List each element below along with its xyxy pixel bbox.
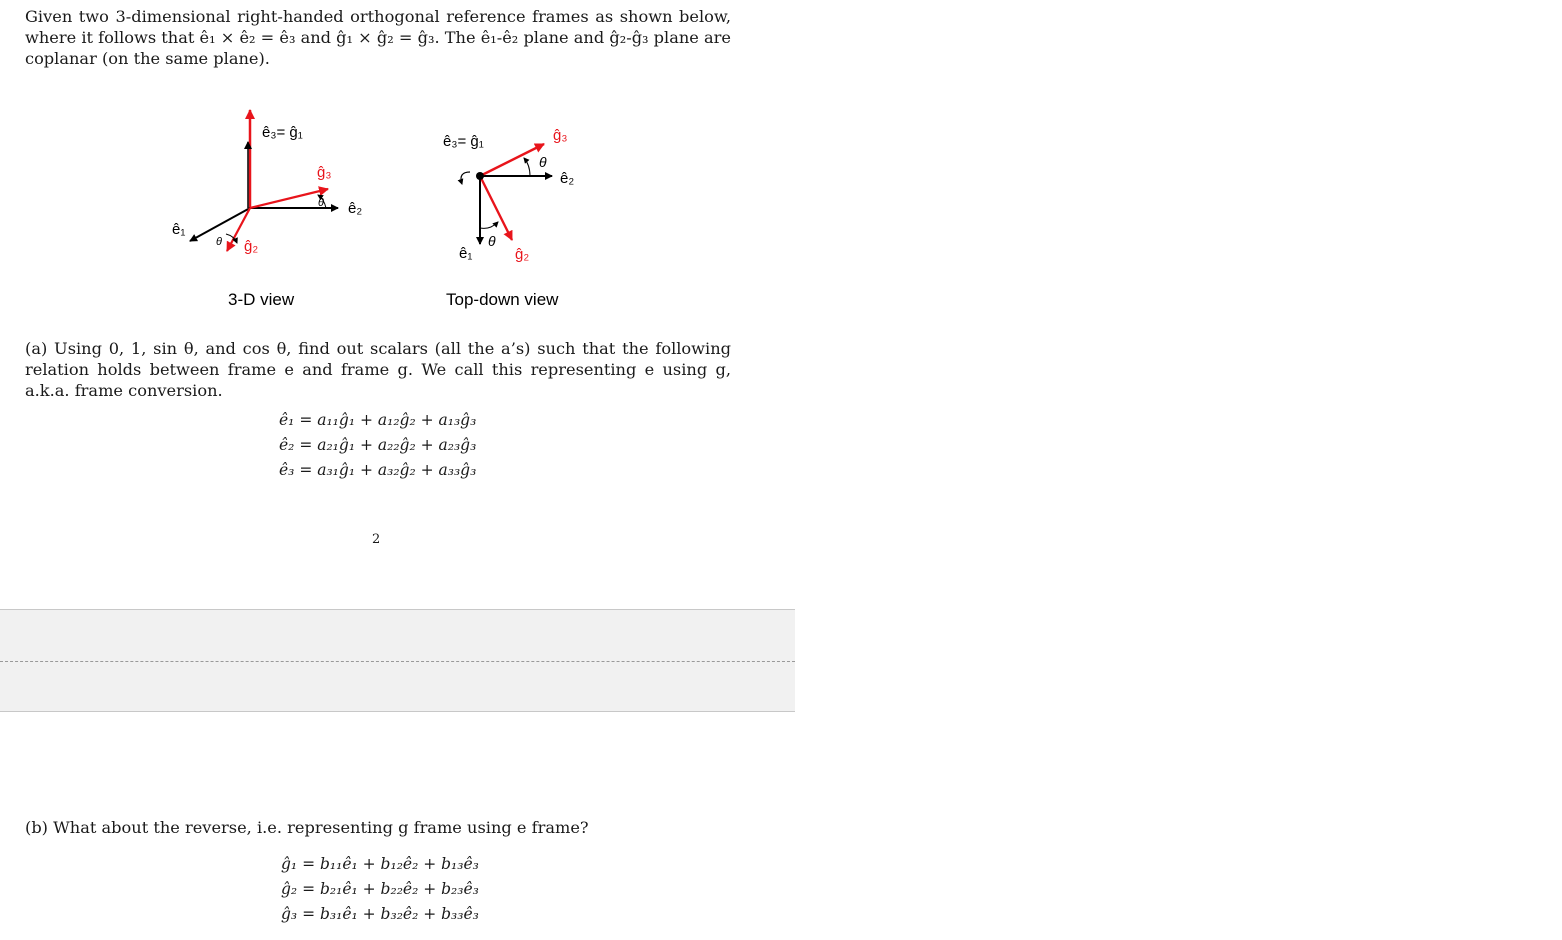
caption-top-down-view: Top-down view [446,290,559,309]
part-b-paragraph: (b) What about the reverse, i.e. representing g frame using e frame? [25,818,589,837]
label-e3-g1-3d: ê₃= ĝ₁ [262,124,303,141]
theta-arc-top-lower [480,222,498,228]
label-theta-3d-upper: θ [318,197,324,209]
reference-frames-figure [150,95,610,275]
label-theta-3d-lower: θ [216,236,222,248]
rotation-arrow-top [461,172,470,184]
label-g2-top: ĝ₂ [515,246,530,263]
equation-a-1: ê₁ = a₁₁ĝ₁ + a₁₂ĝ₂ + a₁₃ĝ₃ [279,411,477,429]
equation-b-1: ĝ₁ = b₁₁ê₁ + b₁₂ê₂ + b₁₃ê₃ [281,855,479,873]
label-g3-top: ĝ₃ [553,127,568,144]
equations-b [281,852,479,927]
label-e2-3d: ê₂ [348,200,363,217]
label-theta-top-upper: θ [539,154,547,170]
page-break-divider [0,661,795,662]
view-top-diagram [443,127,574,263]
page-gap [0,609,795,712]
equations-a [279,408,476,483]
equation-b-2: ĝ₂ = b₂₁ê₁ + b₂₂ê₂ + b₂₃ê₃ [281,880,479,898]
g3-axis-3d [250,189,328,208]
label-g2-3d: ĝ₂ [244,238,259,255]
view-3d-diagram [172,110,362,255]
page-number: 2 [372,532,381,547]
label-theta-top-lower: θ [488,233,496,249]
caption-3d-view: 3-D view [228,290,295,309]
label-e3-g1-top: ê₃= ĝ₁ [443,133,484,150]
label-e2-top: ê₂ [560,170,575,187]
theta-arc-top-upper [524,158,530,176]
label-g3-3d: ĝ₃ [317,164,332,181]
label-e1-3d: ê₁ [172,221,186,238]
origin-dot-top [476,172,484,180]
part-a-paragraph: (a) Using 0, 1, sin θ, and cos θ, find out scalars (all the a’s) such that the following relation holds between frame e and frame g. We call this representing e using g, a.k.a. frame conversion. [25,339,731,400]
label-e1-top: ê₁ [459,245,473,262]
equation-a-3: ê₃ = a₃₁ĝ₁ + a₃₂ĝ₂ + a₃₃ĝ₃ [279,461,477,479]
equation-a-2: ê₂ = a₂₁ĝ₁ + a₂₂ĝ₂ + a₂₃ĝ₃ [279,436,477,454]
intro-paragraph: Given two 3-dimensional right-handed orthogonal reference frames as shown below, where it follows that ê₁ × ê₂ = ê₃ and ĝ₁ × ĝ₂ = ĝ₃. The ê₁-ê₂ plane and ĝ₂-ĝ₃ plane are coplanar (on the same plane). [25,7,731,68]
g3-axis-top [480,144,544,176]
equation-b-3: ĝ₃ = b₃₁ê₁ + b₃₂ê₂ + b₃₃ê₃ [281,905,479,923]
g2-axis-top [480,176,512,240]
